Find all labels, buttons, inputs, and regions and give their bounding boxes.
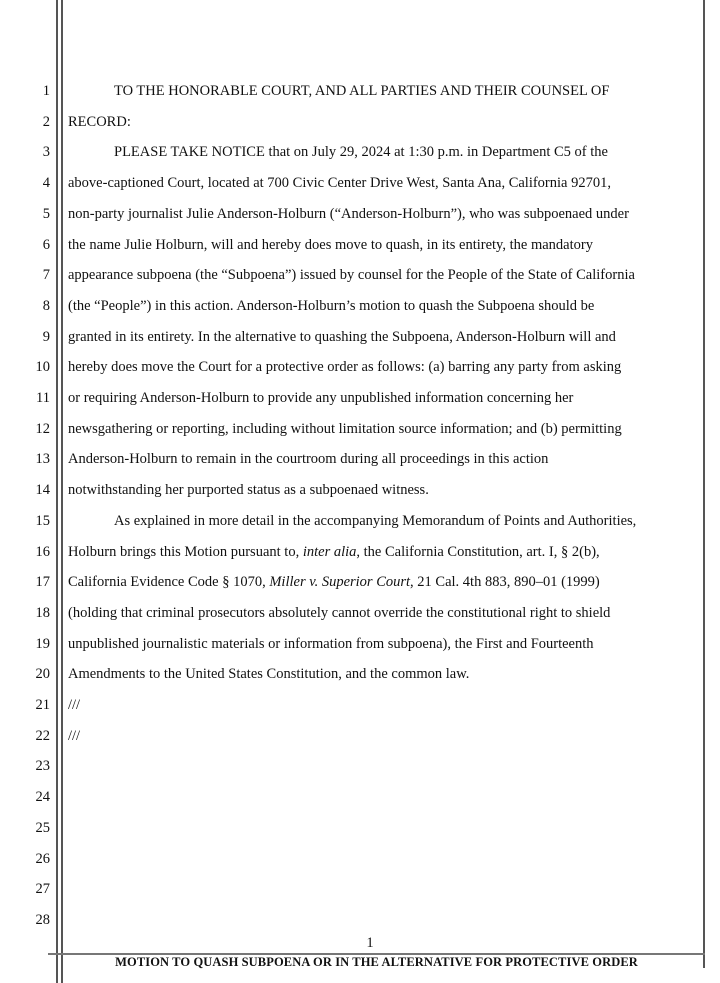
line-number: 23 <box>35 758 50 775</box>
text-segment: (holding that criminal prosecutors absolutely cannot override the constitutional right to shield <box>68 604 611 621</box>
line-number: 15 <box>35 512 50 529</box>
text-segment: the name Julie Holburn, will and hereby does move to quash, in its entirety, the mandatory <box>68 236 593 253</box>
text-line <box>68 481 429 499</box>
text-segment: /// <box>68 727 81 744</box>
pleading-margin-line-outer <box>56 0 58 983</box>
line-number: 21 <box>35 697 50 713</box>
text-segment: above-captioned Court, located at 700 Civic Center Drive West, Santa Ana, California 92701, <box>68 175 611 192</box>
line-number: 19 <box>35 635 50 652</box>
text-segment: appearance subpoena (the “Subpoena”) issued by counsel for the People of the State of California <box>68 267 635 284</box>
text-line <box>114 82 609 100</box>
text-segment: hereby does move the Court for a protective order as follows: (a) barring any party from asking <box>68 359 622 376</box>
line-number: 28 <box>35 911 50 928</box>
text-segment: , the California Constitution, art. I, § 2(b), <box>356 543 600 560</box>
line-number: 14 <box>35 482 50 499</box>
pleading-margin-line-inner <box>61 0 63 983</box>
text-line <box>68 450 548 468</box>
line-number: 25 <box>35 819 50 836</box>
text-segment: Holburn brings this Motion pursuant to, <box>68 543 303 560</box>
line-number: 27 <box>35 881 50 898</box>
line-number: 5 <box>42 205 50 222</box>
case-citation-italic: Miller v. Superior Court <box>269 574 411 591</box>
line-number: 3 <box>42 144 50 161</box>
text-line <box>68 635 594 653</box>
line-number: 4 <box>42 175 50 192</box>
text-segment: newsgathering or reporting, including without limitation source information; and (b) permitting <box>68 420 622 437</box>
text-segment: unpublished journalistic materials or information from subpoena), the First and Fourteenth <box>68 635 594 652</box>
page-number: 1 <box>366 935 374 951</box>
text-segment: Anderson-Holburn to remain in the courtroom during all proceedings in this action <box>68 451 549 468</box>
text-line <box>68 236 593 254</box>
text-line <box>68 266 635 284</box>
line-number: 7 <box>42 267 50 284</box>
line-number: 6 <box>42 236 50 253</box>
text-line <box>68 696 80 714</box>
text-line <box>68 573 600 591</box>
footer-title: MOTION TO QUASH SUBPOENA OR IN THE ALTERNATIVE FOR PROTECTIVE ORDER <box>115 955 638 969</box>
right-margin-line <box>703 0 705 968</box>
line-number: 11 <box>36 390 50 406</box>
text-line <box>114 512 636 530</box>
text-segment: or requiring Anderson-Holburn to provide any unpublished information concerning her <box>68 390 574 406</box>
text-line <box>68 389 573 407</box>
text-segment: PLEASE TAKE NOTICE that on July 29, 2024 at 1:30 p.m. in Department C5 of the <box>114 144 608 161</box>
line-number: 8 <box>42 297 50 314</box>
line-number: 22 <box>35 727 50 744</box>
text-line <box>114 143 608 161</box>
line-number: 16 <box>35 543 50 560</box>
line-number: 24 <box>35 789 50 806</box>
text-segment: , 21 Cal. 4th 883, 890–01 (1999) <box>410 574 600 591</box>
line-number: 20 <box>35 666 50 683</box>
text-segment: (the “People”) in this action. Anderson-Holburn’s motion to quash the Subpoena should be <box>68 297 595 314</box>
case-citation-italic: inter alia <box>302 543 357 560</box>
text-segment: RECORD: <box>68 113 131 130</box>
text-segment: notwithstanding her purported status as a subpoenaed witness. <box>68 482 429 499</box>
text-line <box>68 174 611 192</box>
text-line <box>68 420 622 438</box>
text-segment: /// <box>68 697 81 713</box>
text-line <box>68 665 469 683</box>
line-number: 10 <box>35 359 50 376</box>
line-number: 9 <box>42 328 50 345</box>
line-number: 26 <box>35 850 50 867</box>
text-segment: TO THE HONORABLE COURT, AND ALL PARTIES AND THEIR COUNSEL OF <box>114 83 610 99</box>
line-number: 2 <box>42 113 50 130</box>
line-number: 13 <box>35 451 50 468</box>
line-number: 1 <box>42 83 50 99</box>
line-number: 17 <box>35 574 50 591</box>
text-line <box>68 358 621 376</box>
text-segment: California Evidence Code § 1070, <box>68 574 270 591</box>
line-number: 12 <box>35 420 50 437</box>
text-line <box>68 297 594 315</box>
text-line <box>68 205 629 223</box>
text-line <box>68 543 600 561</box>
text-segment: granted in its entirety. In the alternative to quashing the Subpoena, Anderson-Holburn will and <box>68 328 616 345</box>
text-line <box>68 113 131 131</box>
line-number: 18 <box>35 604 50 621</box>
text-line <box>68 727 80 745</box>
text-segment: non-party journalist Julie Anderson-Holburn (“Anderson-Holburn”), who was subpoenaed under <box>68 205 629 222</box>
text-line <box>68 604 610 622</box>
text-segment: As explained in more detail in the accompanying Memorandum of Points and Authorities, <box>114 512 637 529</box>
text-segment: Amendments to the United States Constitution, and the common law. <box>68 666 470 683</box>
text-line <box>68 328 616 346</box>
